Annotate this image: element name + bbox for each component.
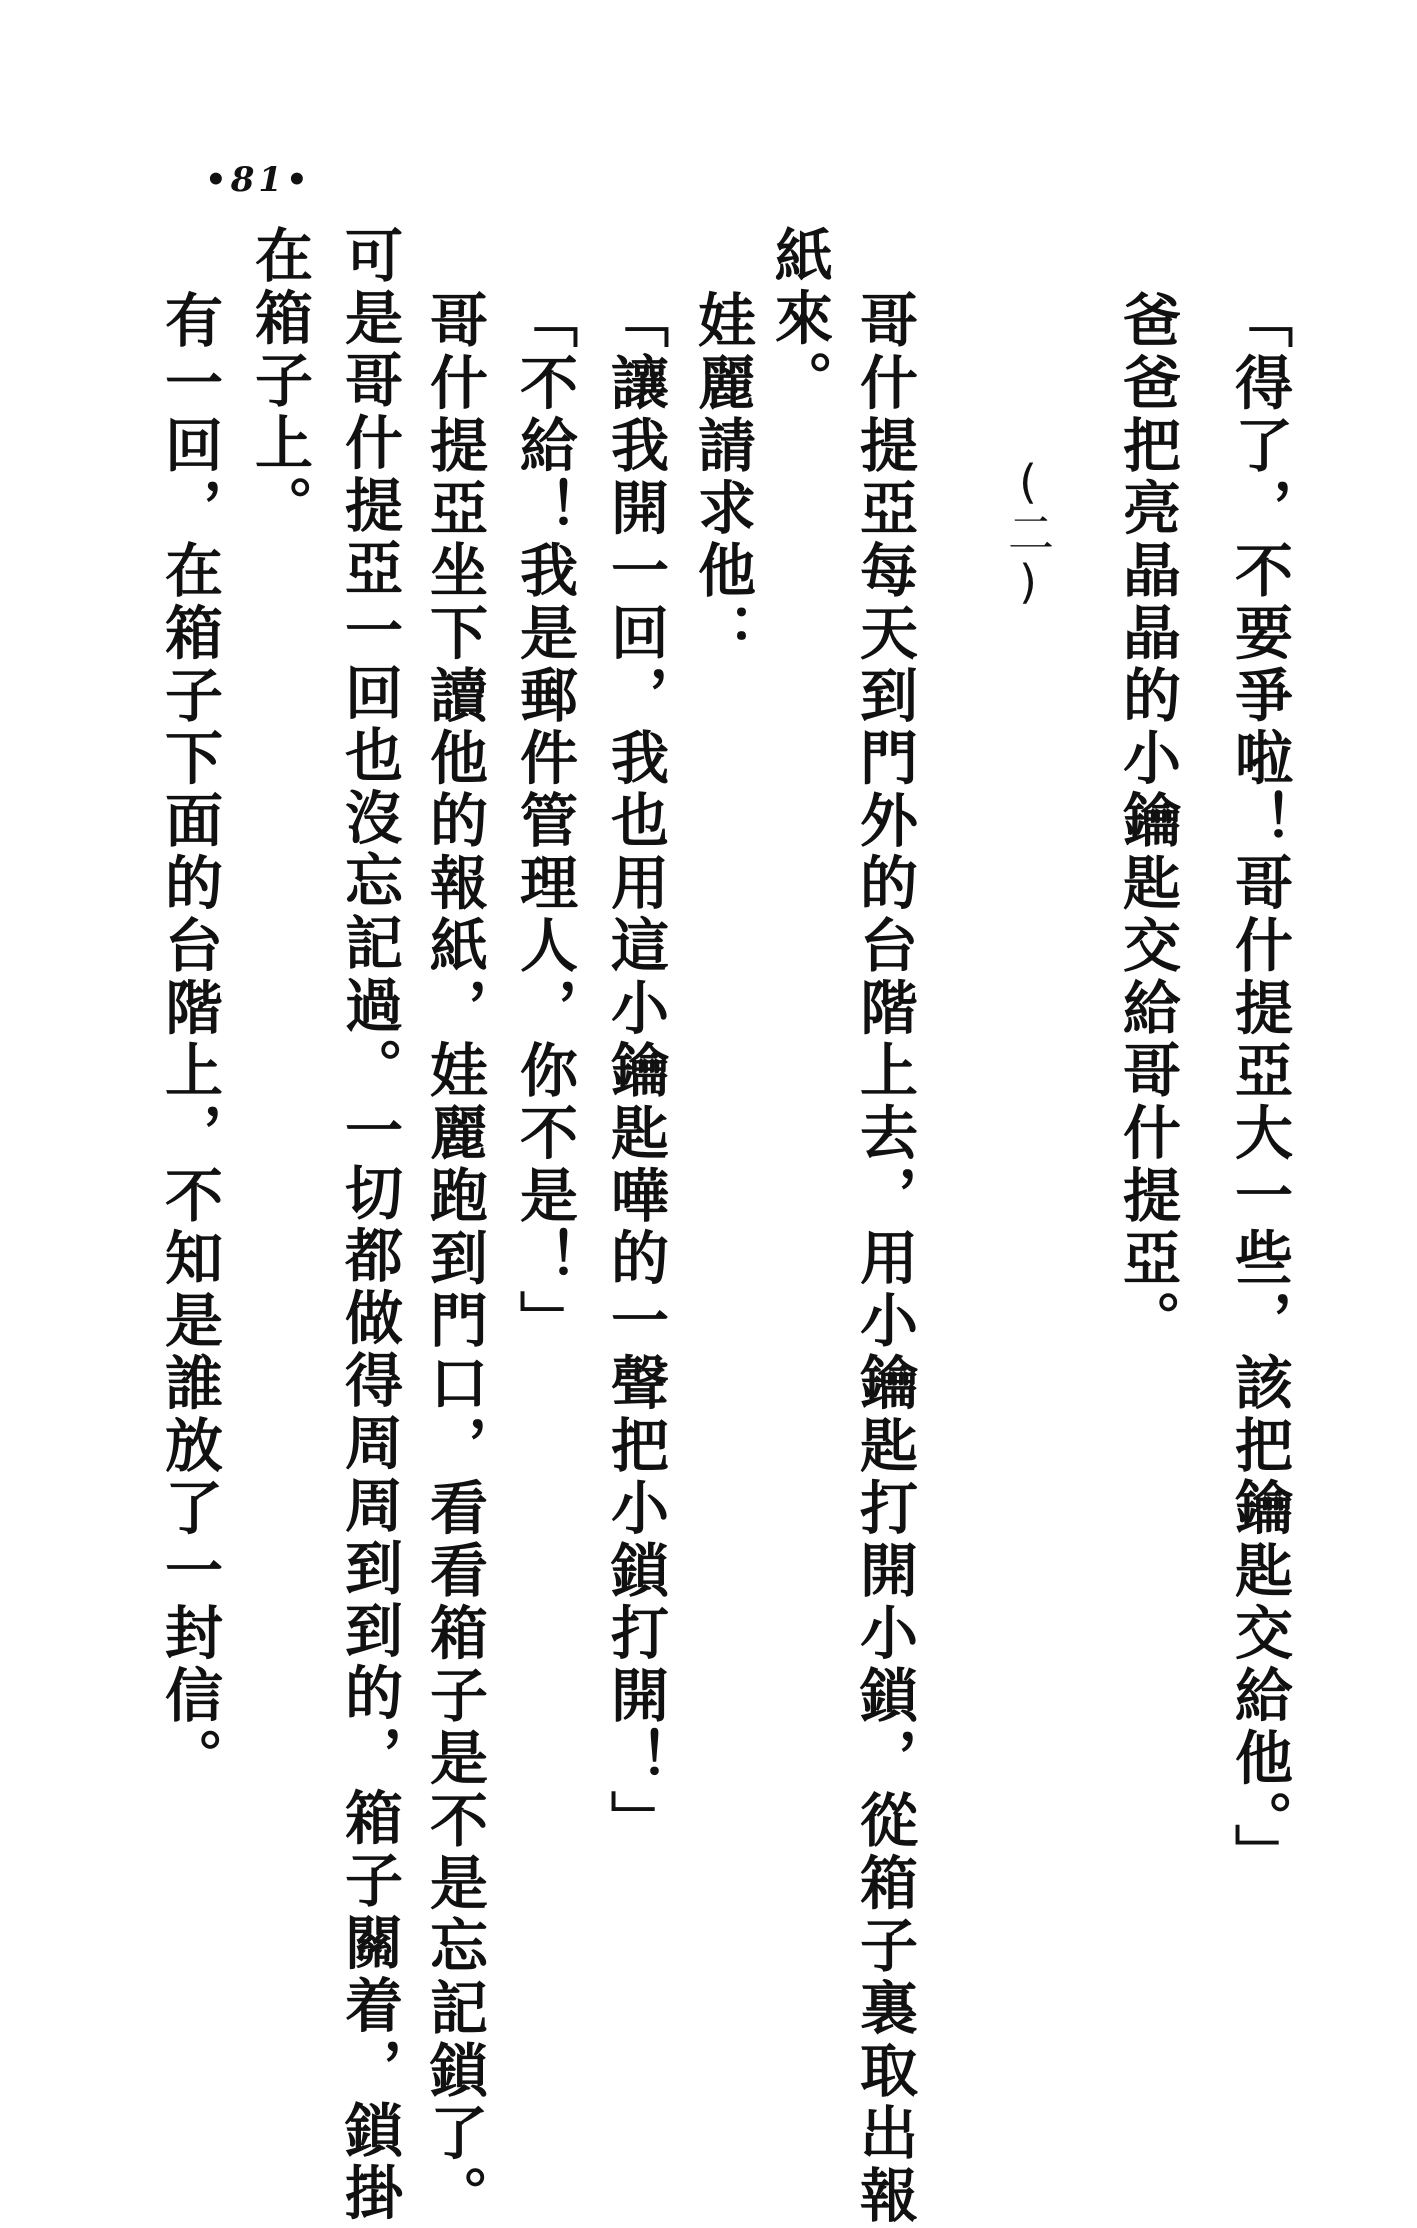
text-column-10: 在箱子上。 xyxy=(245,225,313,538)
page-number: •81• xyxy=(205,160,312,200)
text-column-3: 哥什提亞每天到門外的台階上去，用小鑰匙打開小鎖，從箱子裏取出報 xyxy=(850,290,918,2228)
text-column-2: 爸爸把亮晶晶的小鑰匙交給哥什提亞。 xyxy=(1113,290,1181,1353)
text-column-5: 娃麗請求他： xyxy=(688,290,756,665)
text-column-4: 紙來。 xyxy=(765,225,833,413)
text-column-9: 可是哥什提亞一回也沒忘記過。一切都做得周周到到的，箱子關着，鎖掛 xyxy=(335,225,403,2225)
text-column-11: 有一回，在箱子下面的台階上，不知是誰放了一封信。 xyxy=(155,290,223,1790)
section-heading: (二) xyxy=(1001,455,1055,609)
text-column-6: 「讓我開一回，我也用這小鑰匙嘩的一聲把小鎖打開！」 xyxy=(601,290,669,1853)
text-column-1: 「得了，不要爭啦！哥什提亞大一些，該把鑰匙交給他。」 xyxy=(1225,290,1293,1886)
text-column-7: 「不給！我是郵件管理人，你不是！」 xyxy=(510,290,578,1353)
text-column-8: 哥什提亞坐下讀他的報紙，娃麗跑到門口，看看箱子是不是忘記鎖了。 xyxy=(420,290,488,2228)
